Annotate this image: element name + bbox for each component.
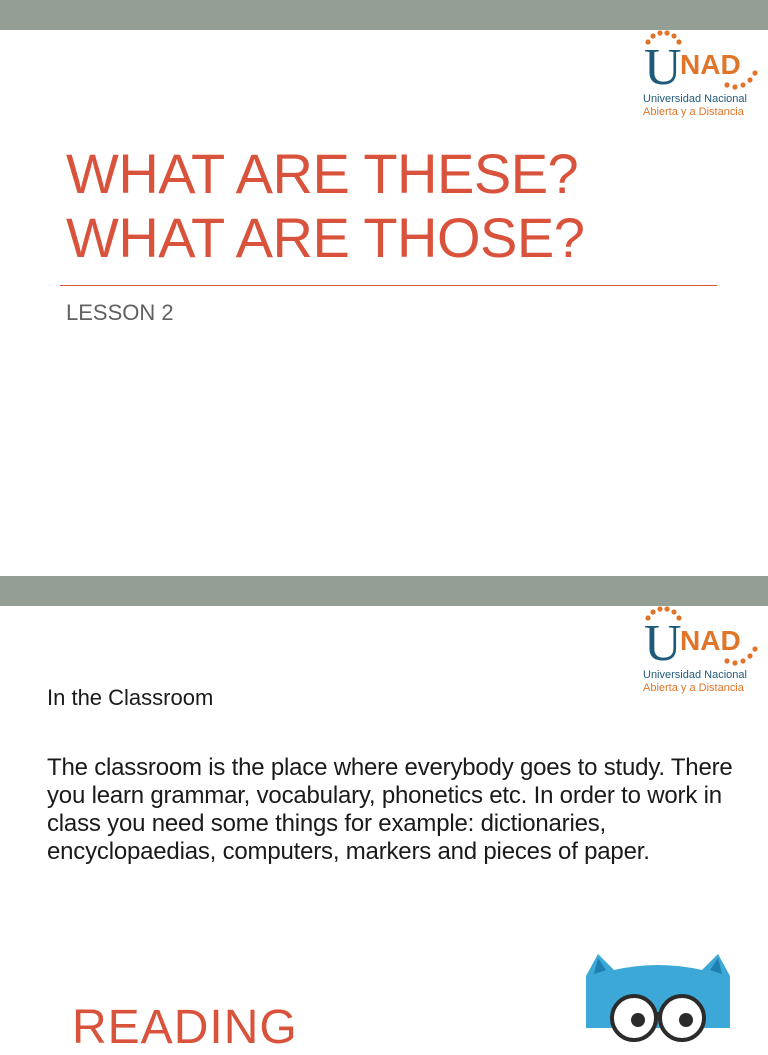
title-line-2: WHAT ARE THOSE? — [66, 206, 585, 269]
slide-title — [66, 142, 584, 270]
logo-nad-letters: NAD — [680, 49, 741, 80]
slide-divider-band — [0, 576, 768, 606]
owl-mascot-icon — [576, 948, 746, 1028]
slide-1 — [0, 30, 768, 576]
slide-divider-band — [0, 0, 768, 30]
title-line-1: WHAT ARE THESE? — [66, 142, 579, 205]
logo-line-1: Universidad Nacional — [643, 93, 747, 105]
unad-logo — [643, 30, 763, 125]
logo-line-2: Abierta y a Distancia — [643, 106, 744, 118]
logo-line-1: Universidad Nacional — [643, 669, 747, 681]
unad-logo-mark-icon — [643, 30, 763, 96]
logo-nad-letters: NAD — [680, 625, 741, 656]
slide-subtitle: LESSON 2 — [66, 300, 174, 325]
body-paragraph: The classroom is the place where everybody goes to study. There you learn grammar, vocabulary, phonetics etc. In order to work in class you need some things for example: dictionaries, encyclopaedias, computers, markers and pieces of paper. — [47, 754, 733, 865]
logo-u-letter: U — [644, 39, 682, 96]
slide-2 — [0, 606, 768, 1054]
logo-line-2: Abierta y a Distancia — [643, 682, 744, 694]
unad-logo-mark-icon — [643, 606, 763, 672]
unad-logo — [643, 606, 763, 701]
reading-heading: READING — [72, 1001, 298, 1054]
section-heading: In the Classroom — [47, 685, 214, 710]
logo-u-letter: U — [644, 615, 682, 672]
title-underline — [60, 285, 717, 286]
